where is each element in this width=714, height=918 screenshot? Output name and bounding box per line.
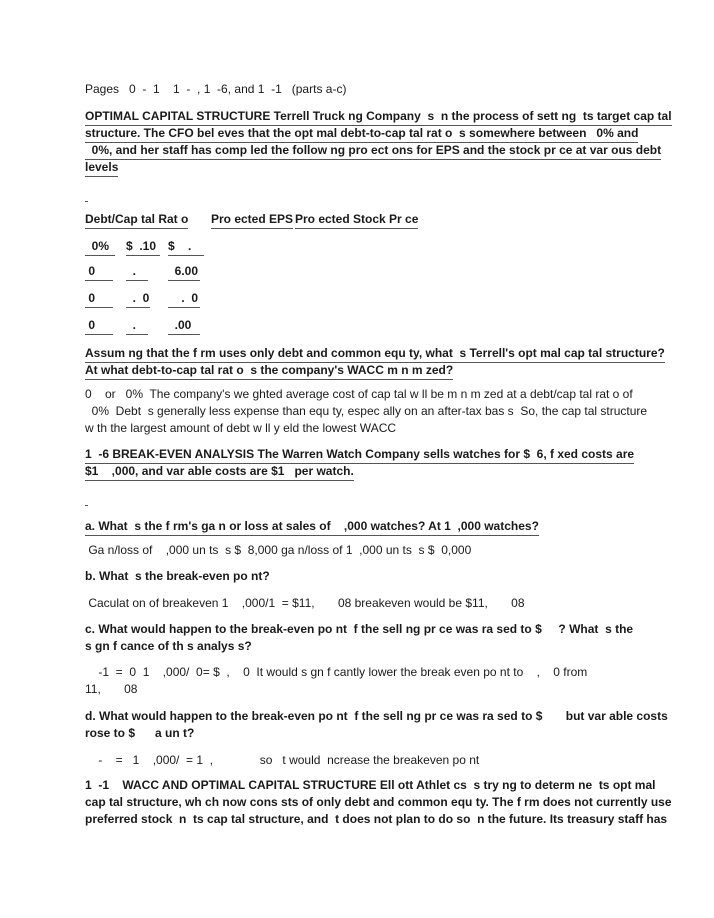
ocs-heading-line-4: levels: [85, 160, 118, 177]
table-cell: $ .10: [126, 239, 160, 256]
table-header-debt-ratio: Debt/Cap tal Rat o: [85, 212, 188, 229]
table-cell: .: [126, 264, 148, 281]
ocs-question-line-1: Assum ng that the f rm uses only debt and common equ ty, what s Terrell's opt mal cap tal structure?: [85, 346, 665, 363]
pages-reference: Pages 0 - 1 1 - , 1 -6, and 1 -1 (parts a-c): [85, 82, 347, 96]
table-header-eps: Pro ected EPS: [211, 212, 293, 229]
separator-mark: [85, 201, 88, 202]
answer-a: Ga n/loss of ,000 un ts s $ 8,000 ga n/loss of 1 ,000 un ts s $ 0,000: [85, 543, 472, 557]
ocs-question-line-2: At what debt-to-cap tal rat o s the company's WACC m n m zed?: [85, 363, 453, 380]
table-cell: 0: [85, 318, 113, 335]
table-cell: . 0: [168, 291, 200, 308]
table-cell: 0: [85, 291, 113, 308]
breakeven-heading-line-1: 1 -6 BREAK-EVEN ANALYSIS The Warren Watch Company sells watches for $ 6, f xed costs are: [85, 447, 634, 464]
question-c-line-2: s gn f cance of th s analys s?: [85, 639, 252, 653]
ocs-heading-line-1: OPTIMAL CAPITAL STRUCTURE Terrell Truck ng Company s n the process of sett ng ts target cap tal: [85, 109, 672, 126]
answer-c-line-1: -1 = 0 1 ,000/ 0= $ , 0 It would s gn f cantly lower the break even po nt to , 0 from: [85, 665, 588, 679]
table-cell: 0%: [85, 239, 115, 256]
question-a: a. What s the f rm's ga n or loss at sales of ,000 watches? At 1 ,000 watches?: [85, 519, 539, 536]
breakeven-heading-line-2: $1 ,000, and var able costs are $1 per watch.: [85, 464, 354, 481]
wacc-heading-line-3: preferred stock n ts cap tal structure, and t does not plan to do so n the future. Its treasury staff has: [85, 812, 668, 826]
separator-mark: [85, 505, 88, 506]
question-b: b. What s the break-even po nt?: [85, 569, 270, 583]
table-row: [85, 318, 113, 335]
ocs-heading-line-2: structure. The CFO bel eves that the opt mal debt-to-cap tal rat o s somewhere between 0% and: [85, 126, 638, 143]
question-d-line-2: rose to $ a un t?: [85, 726, 195, 740]
ocs-answer-line-3: w th the largest amount of debt w ll y eld the lowest WACC: [85, 421, 397, 435]
wacc-heading-line-1: 1 -1 WACC AND OPTIMAL CAPITAL STRUCTURE Ell ott Athlet cs s try ng to determ ne ts opt mal: [85, 778, 656, 792]
question-c-line-1: c. What would happen to the break-even po nt f the sell ng pr ce was ra sed to $ ? What s the: [85, 622, 634, 636]
table-cell: $ .: [168, 239, 204, 256]
table-cell: .: [126, 318, 148, 335]
answer-c-line-2: 11, 08: [85, 682, 138, 696]
answer-b: Caculat on of breakeven 1 ,000/1 = $11, 08 breakeven would be $11, 08: [85, 596, 525, 610]
table-row: [85, 239, 117, 256]
ocs-heading-line-3: 0%, and her staff has comp led the follow ng pro ect ons for EPS and the stock pr ce at var ous debt: [85, 143, 661, 160]
table-cell: .00: [168, 318, 200, 335]
table-cell: 6.00: [168, 264, 200, 281]
wacc-heading-line-2: cap tal structure, wh ch now cons sts of only debt and common equ ty. The f rm does not currently use: [85, 795, 672, 809]
table-row: [85, 291, 113, 308]
table-cell: . 0: [126, 291, 150, 308]
ocs-answer-line-2: 0% Debt s generally less expense than equ ty, espec ally on an after-tax bas s So, the cap tal structure: [85, 404, 648, 418]
table-header-stock-price: Pro ected Stock Pr ce: [295, 212, 418, 229]
ocs-answer-line-1: 0 or 0% The company's we ghted average cost of cap tal w ll be m n m zed at a debt/cap tal rat o of: [85, 387, 633, 401]
table-cell: 0: [85, 264, 113, 281]
answer-d: - = 1 ,000/ = 1 , so t would ncrease the breakeven po nt: [85, 753, 480, 767]
question-d-line-1: d. What would happen to the break-even po nt f the sell ng pr ce was ra sed to $ but var able costs: [85, 709, 668, 723]
table-row: [85, 264, 113, 281]
